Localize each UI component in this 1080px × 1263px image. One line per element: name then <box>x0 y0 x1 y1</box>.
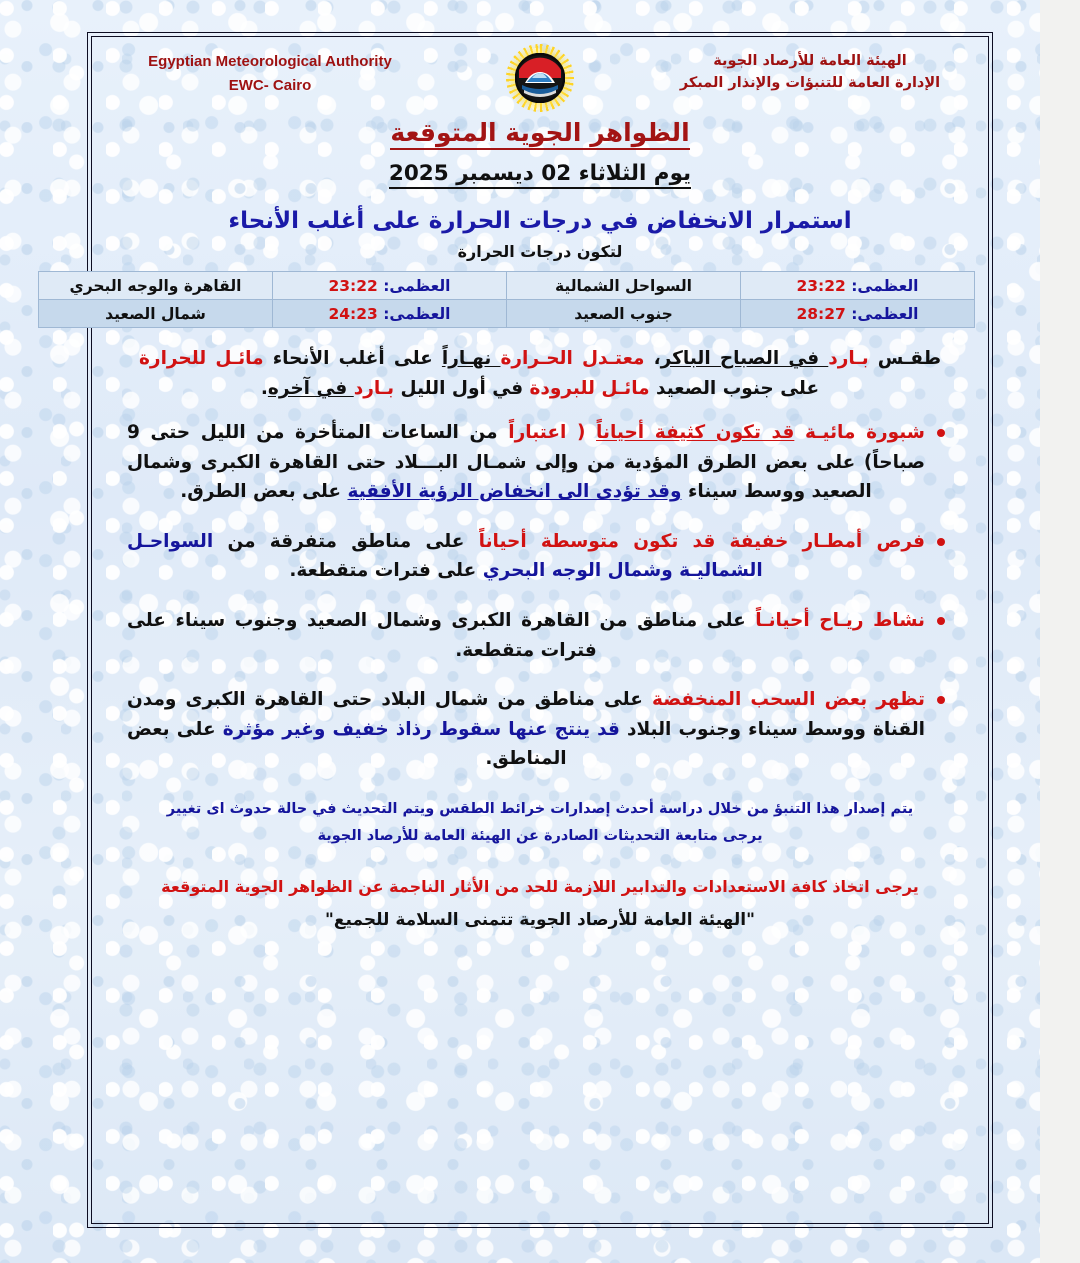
region-north-coast: السواحل الشمالية <box>507 272 741 300</box>
wind-bullet <box>127 606 945 665</box>
fog-bullet <box>127 418 945 507</box>
summary-seg-11: في أول الليل <box>394 377 530 399</box>
ema-sun-cloud-logo <box>506 44 574 112</box>
footer-note-line1: يتم إصدار هذا التنبؤ من خلال دراسة أحدث إصدارات خرائط الطقس ويتم التحديث في حالة حدوث اى تغيير <box>166 800 914 817</box>
bulletin-subtitle: استمرار الانخفاض في درجات الحرارة على أغلب الأنحاء <box>228 208 852 234</box>
low-clouds-bullet <box>127 685 945 774</box>
masthead <box>105 42 975 114</box>
region-cairo-delta: القاهرة والوجه البحري <box>39 272 273 300</box>
fog-bullet-seg-7: على بعض الطرق. <box>180 481 348 503</box>
rain-bullet-seg-3: السواحـل الشماليـة وشمال الوجه البحري <box>127 530 763 582</box>
summary-seg-9: على جنوب الصعيد <box>649 377 820 399</box>
wind-bullet-seg-2: على مناطق من القاهرة الكبرى وشمال الصعيد وجنوب سيناء على فترات متقطعة. <box>127 609 756 661</box>
max-temp-north-upper-egypt <box>273 300 507 328</box>
bulletin-content <box>69 32 993 1228</box>
summary-seg-5: معتـدل الحـرارة <box>500 348 645 369</box>
summary-seg-3: في الصباح الباكر <box>660 348 829 369</box>
low-clouds-bullet-seg-3: قد ينتج عنها سقوط رذاذ خفيف وغير مؤثرة <box>222 718 620 740</box>
max-temp-value: 28:27 <box>796 304 846 323</box>
region-south-upper-egypt: جنوب الصعيد <box>507 300 741 328</box>
rain-bullet <box>127 527 945 586</box>
temperature-table <box>38 271 975 328</box>
summary-seg-8: مائـل للحرارة <box>139 348 264 369</box>
summary-seg-6: نهـاراً <box>441 348 501 369</box>
summary-seg-4: ، <box>644 348 661 369</box>
fog-bullet-seg-5: على بعض الطرق المؤدية من وإلى شمـال البـــلاد حتى القاهرة الكبرى وشمال الصعيد ووسط سيناء <box>127 451 872 503</box>
max-temp-value: 23:22 <box>796 276 846 295</box>
max-temp-label: العظمى: <box>383 276 451 295</box>
max-temp-label: العظمى: <box>851 304 919 323</box>
org-name-arabic-line2: الإدارة العامة للتنبؤات والإنذار المبكر <box>679 75 941 92</box>
table-row <box>39 272 975 300</box>
org-name-arabic-line1: الهيئة العامة للأرصاد الجوية <box>713 53 907 69</box>
rain-bullet-seg-4: على فترات متقطعة. <box>289 560 483 582</box>
summary-seg-7: على أغلب الأنحاء <box>263 348 442 369</box>
footer-note-line2: يرجى متابعة التحديثات الصادرة عن الهيئة العامة للأرصاد الجوية <box>317 828 763 845</box>
rain-bullet-seg-1: فرص أمطـار خفيفة قد تكون متوسطة أحياناً <box>478 530 925 552</box>
fog-bullet-seg-1: شبورة مائيـة <box>794 421 925 443</box>
footer-note <box>145 796 935 851</box>
bulletin-date: يوم الثلاثاء 02 ديسمبر 2025 <box>105 161 975 186</box>
summary-seg-2: بـارد <box>828 348 869 369</box>
footer-quote: "الهيئة العامة للأرصاد الجوية تتمنى السلامة للجميع" <box>325 909 755 930</box>
max-temp-label: العظمى: <box>383 304 451 323</box>
max-temp-cairo-delta <box>273 272 507 300</box>
max-temp-value: 23:22 <box>328 276 378 295</box>
fog-bullet-seg-2: قد تكون كثيفة أحياناً <box>596 421 795 443</box>
low-clouds-bullet-seg-2: على مناطق من شمال البلاد حتى القاهرة الكبرى ومدن القناة ووسط سيناء وجنوب البلاد <box>127 689 925 740</box>
fog-bullet-seg-4: من الساعات المتأخرة من الليل حتى 9 صباحاً) <box>127 421 925 473</box>
emblem-icon <box>515 53 565 103</box>
temperature-intro-label: لتكون درجات الحرارة <box>457 242 623 261</box>
page-side-margin <box>1040 0 1080 1263</box>
logo-container <box>485 42 595 112</box>
page-title: الظواهر الجوية المتوقعة <box>105 118 975 147</box>
org-name-english-line2: EWC- Cairo <box>228 77 312 94</box>
weather-summary-paragraph <box>139 344 941 404</box>
table-row <box>39 300 975 328</box>
max-temp-label: العظمى: <box>851 276 919 295</box>
forecast-bullet-list <box>127 418 945 774</box>
low-clouds-bullet-seg-1: تظهر بعض السحب المنخفضة <box>651 689 925 711</box>
max-temp-south-upper-egypt <box>741 300 975 328</box>
summary-seg-10: مائـل للبرودة <box>529 377 650 399</box>
footer-warning: يرجى اتخاذ كافة الاستعدادات والتدابير اللازمة للحد من الأثار الناجمة عن الظواهر الجوية المتوقعة <box>161 876 919 896</box>
rain-bullet-seg-2: على مناطق متفرقة من <box>213 530 479 552</box>
fog-bullet-seg-3: ( اعتباراً <box>508 421 597 443</box>
org-name-english-line1: Egyptian Meteorological Authority <box>148 53 392 70</box>
region-north-upper-egypt: شمال الصعيد <box>39 300 273 328</box>
low-clouds-bullet-seg-4: على بعض المناطق. <box>127 718 567 770</box>
org-name-english <box>105 42 435 98</box>
summary-seg-1: طقـس <box>868 348 941 369</box>
max-temp-value: 24:23 <box>328 304 378 323</box>
fog-bullet-seg-6: وقد تؤدى الى انخفاض الرؤية الأفقية <box>347 481 682 503</box>
max-temp-north-coast <box>741 272 975 300</box>
summary-seg-13: في آخره <box>267 377 354 399</box>
wind-bullet-seg-1: نشاط ريـاح أحيانـاً <box>755 609 925 631</box>
summary-seg-14: . <box>260 377 268 399</box>
summary-seg-12: بـارد <box>353 377 395 399</box>
org-name-arabic <box>645 42 975 95</box>
